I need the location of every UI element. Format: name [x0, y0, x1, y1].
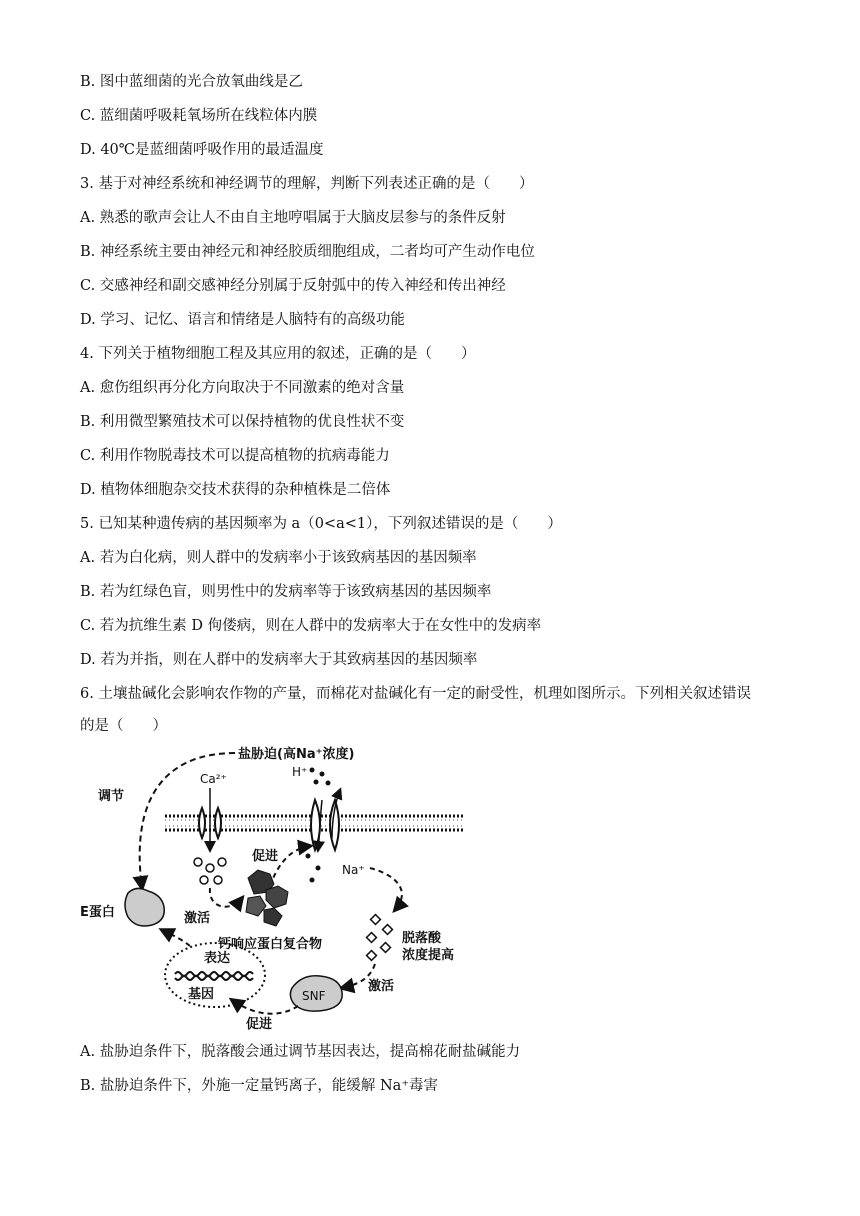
option-line: A. 若为白化病，则人群中的发病率小于该致病基因的基因频率 [80, 550, 477, 566]
calcium-ion-label: Ca²⁺ [200, 772, 227, 786]
option-line: D. 若为并指，则在人群中的发病率大于其致病基因的基因频率 [80, 652, 478, 668]
express-arrow [162, 930, 190, 946]
gene-label: 基因 [188, 987, 215, 1002]
option-line: C. 利用作物脱毒技术可以提高植物的抗病毒能力 [80, 448, 390, 464]
option-line: C. 蓝细菌呼吸耗氧场所在线粒体内膜 [80, 108, 318, 124]
abscisic-acid-icons [367, 915, 393, 961]
option-line: A. 盐胁迫条件下，脱落酸会通过调节基因表达，提高棉花耐盐碱能力 [80, 1044, 521, 1060]
option-line: C. 交感神经和副交感神经分别属于反射弧中的传入神经和传出神经 [80, 278, 506, 294]
promote-label-2: 促进 [246, 1017, 273, 1032]
option-line: C. 若为抗维生素 D 佝偻病，则在人群中的发病率大于在女性中的发病率 [80, 618, 542, 634]
question-stem: 的是（ ） [80, 718, 167, 734]
option-line: A. 愈伤组织再分化方向取决于不同激素的绝对含量 [80, 380, 405, 396]
sodium-to-aba-arrow [370, 868, 402, 910]
salt-stress-label: 盐胁迫(高Na⁺浓度) [238, 747, 355, 762]
cotton-salt-tolerance-diagram [70, 738, 470, 1038]
aba-label-2: 浓度提高 [402, 948, 455, 963]
question-stem: 5. 已知某种遗传病的基因频率为 a（0<a<1），下列叙述错误的是（ ） [80, 516, 562, 532]
proton-dots [310, 768, 331, 786]
activate-label-2: 激活 [368, 979, 395, 994]
regulate-label: 调节 [98, 789, 125, 804]
option-line: B. 图中蓝细菌的光合放氧曲线是乙 [80, 74, 303, 90]
calcium-channel [199, 788, 221, 850]
sodium-dots [306, 854, 321, 883]
option-line: B. 利用微型繁殖技术可以保持植物的优良性状不变 [80, 414, 405, 430]
option-line: A. 熟悉的歌声会让人不由自主地哼唱属于大脑皮层参与的条件反射 [80, 210, 506, 226]
dna-icon [175, 972, 253, 976]
option-line: D. 植物体细胞杂交技术获得的杂种植株是二倍体 [80, 482, 391, 498]
promote-label-1: 促进 [252, 849, 279, 864]
promote-arrow-2 [232, 1000, 298, 1014]
express-label: 表达 [204, 951, 231, 966]
aba-label-1: 脱落酸 [402, 931, 442, 946]
question-stem: 3. 基于对神经系统和神经调节的理解，判断下列表述正确的是（ ） [80, 176, 534, 192]
option-line: B. 盐胁迫条件下，外施一定量钙离子，能缓解 Na⁺毒害 [80, 1078, 438, 1094]
sodium-label: Na⁺ [342, 863, 365, 877]
e-protein-icon [125, 888, 164, 926]
activate-arrow-1 [210, 888, 242, 907]
question-stem: 6. 土壤盐碱化会影响农作物的产量，而棉花对盐碱化有一定的耐受性，机理如图所示。下列相关叙述错误 [80, 686, 751, 702]
option-line: B. 神经系统主要由神经元和神经胶质细胞组成，二者均可产生动作电位 [80, 244, 535, 260]
e-protein-label: E蛋白 [80, 905, 115, 920]
calcium-response-complex [246, 870, 288, 926]
option-line: D. 40℃是蓝细菌呼吸作用的最适温度 [80, 142, 324, 158]
proton-label: H⁺ [292, 765, 308, 779]
complex-label: 钙响应蛋白复合物 [218, 937, 323, 952]
activate-label-1: 激活 [184, 911, 211, 926]
option-line: B. 若为红绿色盲，则男性中的发病率等于该致病基因的基因频率 [80, 584, 492, 600]
option-line: D. 学习、记忆、语言和情绪是人脑特有的高级功能 [80, 312, 405, 328]
snf-label: SNF [302, 989, 326, 1003]
question-stem: 4. 下列关于植物细胞工程及其应用的叙述，正确的是（ ） [80, 346, 476, 362]
calcium-ions [194, 858, 226, 884]
